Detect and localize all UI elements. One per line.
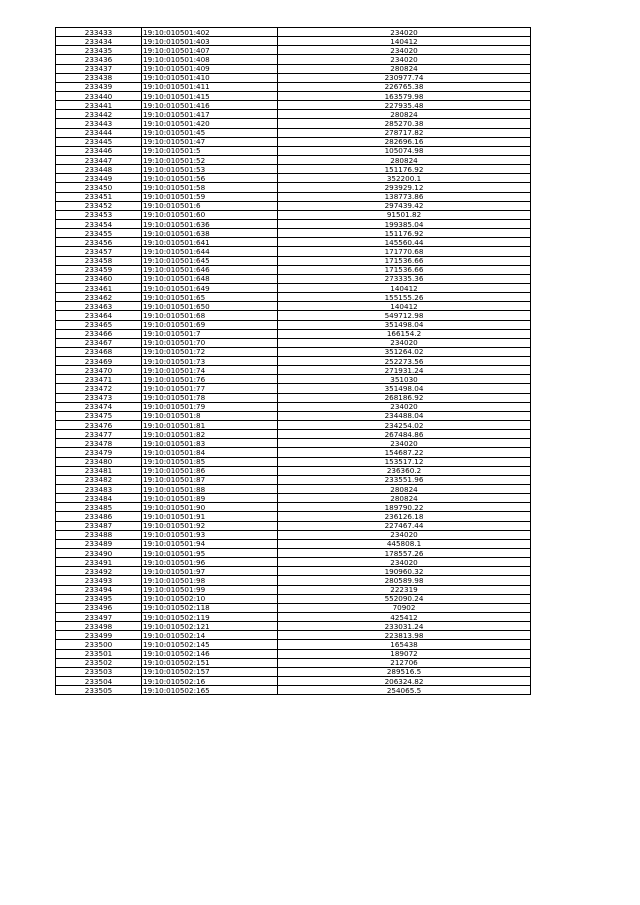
value-cell: 151176.92 xyxy=(278,165,531,174)
row-id-cell: 233446 xyxy=(56,146,142,155)
row-id-cell: 233496 xyxy=(56,603,142,612)
table-row xyxy=(56,302,531,311)
row-id-cell: 233441 xyxy=(56,101,142,110)
table-row xyxy=(56,247,531,256)
cadastral-number-cell: 19:10:010501:408 xyxy=(142,55,278,64)
table-row xyxy=(56,274,531,283)
cadastral-number-cell: 19:10:010501:93 xyxy=(142,530,278,539)
row-id-cell: 233493 xyxy=(56,576,142,585)
table-row xyxy=(56,357,531,366)
table-row xyxy=(56,475,531,484)
value-cell: 289516.5 xyxy=(278,667,531,676)
cadastral-number-cell: 19:10:010501:90 xyxy=(142,503,278,512)
table-row xyxy=(56,549,531,558)
table-row xyxy=(56,219,531,228)
cadastral-number-cell: 19:10:010501:415 xyxy=(142,91,278,100)
value-cell: 234020 xyxy=(278,55,531,64)
cadastral-number-cell: 19:10:010501:58 xyxy=(142,183,278,192)
row-id-cell: 233444 xyxy=(56,128,142,137)
row-id-cell: 233477 xyxy=(56,430,142,439)
table-row xyxy=(56,174,531,183)
table-row xyxy=(56,384,531,393)
row-id-cell: 233483 xyxy=(56,485,142,494)
table-row xyxy=(56,28,531,37)
table-row xyxy=(56,46,531,55)
cadastral-number-cell: 19:10:010501:638 xyxy=(142,229,278,238)
row-id-cell: 233460 xyxy=(56,274,142,283)
cadastral-number-cell: 19:10:010501:78 xyxy=(142,393,278,402)
table-row xyxy=(56,512,531,521)
value-cell: 234020 xyxy=(278,439,531,448)
value-cell: 351264.02 xyxy=(278,347,531,356)
cadastral-number-cell: 19:10:010502:151 xyxy=(142,658,278,667)
cadastral-number-cell: 19:10:010501:649 xyxy=(142,283,278,292)
row-id-cell: 233498 xyxy=(56,622,142,631)
table-row xyxy=(56,256,531,265)
row-id-cell: 233492 xyxy=(56,567,142,576)
cadastral-number-cell: 19:10:010501:650 xyxy=(142,302,278,311)
table-row xyxy=(56,631,531,640)
row-id-cell: 233439 xyxy=(56,82,142,91)
cadastral-number-cell: 19:10:010501:81 xyxy=(142,421,278,430)
data-table-body xyxy=(56,28,531,695)
value-cell: 280824 xyxy=(278,485,531,494)
table-row xyxy=(56,73,531,82)
table-row xyxy=(56,265,531,274)
value-cell: 234020 xyxy=(278,28,531,37)
value-cell: 234488.04 xyxy=(278,411,531,420)
table-row xyxy=(56,594,531,603)
row-id-cell: 233499 xyxy=(56,631,142,640)
table-row xyxy=(56,64,531,73)
value-cell: 351498.04 xyxy=(278,320,531,329)
table-row xyxy=(56,375,531,384)
cadastral-number-cell: 19:10:010502:145 xyxy=(142,640,278,649)
row-id-cell: 233447 xyxy=(56,155,142,164)
value-cell: 171536.66 xyxy=(278,265,531,274)
row-id-cell: 233433 xyxy=(56,28,142,37)
data-table xyxy=(55,27,531,695)
table-row xyxy=(56,55,531,64)
cadastral-number-cell: 19:10:010501:407 xyxy=(142,46,278,55)
row-id-cell: 233470 xyxy=(56,366,142,375)
cadastral-number-cell: 19:10:010501:83 xyxy=(142,439,278,448)
table-row xyxy=(56,576,531,585)
value-cell: 199385.04 xyxy=(278,219,531,228)
value-cell: 252273.56 xyxy=(278,357,531,366)
value-cell: 171536.66 xyxy=(278,256,531,265)
row-id-cell: 233442 xyxy=(56,110,142,119)
cadastral-number-cell: 19:10:010501:417 xyxy=(142,110,278,119)
cadastral-number-cell: 19:10:010502:146 xyxy=(142,649,278,658)
value-cell: 352200.1 xyxy=(278,174,531,183)
row-id-cell: 233471 xyxy=(56,375,142,384)
row-id-cell: 233475 xyxy=(56,411,142,420)
cadastral-number-cell: 19:10:010501:77 xyxy=(142,384,278,393)
cadastral-number-cell: 19:10:010501:91 xyxy=(142,512,278,521)
row-id-cell: 233500 xyxy=(56,640,142,649)
cadastral-number-cell: 19:10:010501:59 xyxy=(142,192,278,201)
row-id-cell: 233480 xyxy=(56,457,142,466)
row-id-cell: 233449 xyxy=(56,174,142,183)
value-cell: 153517.12 xyxy=(278,457,531,466)
row-id-cell: 233451 xyxy=(56,192,142,201)
row-id-cell: 233445 xyxy=(56,137,142,146)
value-cell: 222319 xyxy=(278,585,531,594)
row-id-cell: 233456 xyxy=(56,238,142,247)
value-cell: 280589.98 xyxy=(278,576,531,585)
cadastral-number-cell: 19:10:010501:6 xyxy=(142,201,278,210)
cadastral-number-cell: 19:10:010501:403 xyxy=(142,37,278,46)
value-cell: 425412 xyxy=(278,613,531,622)
row-id-cell: 233504 xyxy=(56,676,142,685)
row-id-cell: 233472 xyxy=(56,384,142,393)
cadastral-number-cell: 19:10:010501:636 xyxy=(142,219,278,228)
row-id-cell: 233468 xyxy=(56,347,142,356)
value-cell: 273335.36 xyxy=(278,274,531,283)
table-row xyxy=(56,667,531,676)
row-id-cell: 233438 xyxy=(56,73,142,82)
value-cell: 212706 xyxy=(278,658,531,667)
value-cell: 234020 xyxy=(278,402,531,411)
row-id-cell: 233495 xyxy=(56,594,142,603)
table-row xyxy=(56,686,531,695)
cadastral-number-cell: 19:10:010502:10 xyxy=(142,594,278,603)
cadastral-number-cell: 19:10:010501:648 xyxy=(142,274,278,283)
cadastral-number-cell: 19:10:010502:157 xyxy=(142,667,278,676)
table-row xyxy=(56,293,531,302)
cadastral-number-cell: 19:10:010502:16 xyxy=(142,676,278,685)
value-cell: 234020 xyxy=(278,338,531,347)
row-id-cell: 233463 xyxy=(56,302,142,311)
row-id-cell: 233464 xyxy=(56,311,142,320)
value-cell: 271931.24 xyxy=(278,366,531,375)
value-cell: 549712.98 xyxy=(278,311,531,320)
value-cell: 223813.98 xyxy=(278,631,531,640)
cadastral-number-cell: 19:10:010502:165 xyxy=(142,686,278,695)
cadastral-number-cell: 19:10:010501:82 xyxy=(142,430,278,439)
value-cell: 552090.24 xyxy=(278,594,531,603)
value-cell: 297439.42 xyxy=(278,201,531,210)
row-id-cell: 233437 xyxy=(56,64,142,73)
value-cell: 236126.18 xyxy=(278,512,531,521)
value-cell: 282696.16 xyxy=(278,137,531,146)
cadastral-number-cell: 19:10:010501:646 xyxy=(142,265,278,274)
row-id-cell: 233452 xyxy=(56,201,142,210)
value-cell: 351498.04 xyxy=(278,384,531,393)
value-cell: 91501.82 xyxy=(278,210,531,219)
value-cell: 140412 xyxy=(278,283,531,292)
cadastral-number-cell: 19:10:010501:97 xyxy=(142,567,278,576)
row-id-cell: 233435 xyxy=(56,46,142,55)
table-row xyxy=(56,91,531,100)
table-row xyxy=(56,366,531,375)
row-id-cell: 233450 xyxy=(56,183,142,192)
value-cell: 280824 xyxy=(278,64,531,73)
table-row xyxy=(56,192,531,201)
cadastral-number-cell: 19:10:010501:416 xyxy=(142,101,278,110)
value-cell: 155155.26 xyxy=(278,293,531,302)
cadastral-number-cell: 19:10:010501:85 xyxy=(142,457,278,466)
table-row xyxy=(56,238,531,247)
cadastral-number-cell: 19:10:010501:65 xyxy=(142,293,278,302)
row-id-cell: 233434 xyxy=(56,37,142,46)
value-cell: 268186.92 xyxy=(278,393,531,402)
value-cell: 151176.92 xyxy=(278,229,531,238)
table-row xyxy=(56,128,531,137)
cadastral-number-cell: 19:10:010502:118 xyxy=(142,603,278,612)
table-row xyxy=(56,585,531,594)
table-row xyxy=(56,201,531,210)
row-id-cell: 233467 xyxy=(56,338,142,347)
table-row xyxy=(56,603,531,612)
row-id-cell: 233484 xyxy=(56,494,142,503)
value-cell: 140412 xyxy=(278,37,531,46)
row-id-cell: 233453 xyxy=(56,210,142,219)
table-row xyxy=(56,110,531,119)
table-row xyxy=(56,640,531,649)
value-cell: 171770.68 xyxy=(278,247,531,256)
value-cell: 293929.12 xyxy=(278,183,531,192)
value-cell: 267484.86 xyxy=(278,430,531,439)
table-row xyxy=(56,283,531,292)
row-id-cell: 233462 xyxy=(56,293,142,302)
value-cell: 280824 xyxy=(278,110,531,119)
cadastral-number-cell: 19:10:010501:7 xyxy=(142,329,278,338)
cadastral-number-cell: 19:10:010501:402 xyxy=(142,28,278,37)
value-cell: 163579.98 xyxy=(278,91,531,100)
table-row xyxy=(56,649,531,658)
table-row xyxy=(56,137,531,146)
table-row xyxy=(56,119,531,128)
value-cell: 233031.24 xyxy=(278,622,531,631)
table-row xyxy=(56,658,531,667)
row-id-cell: 233457 xyxy=(56,247,142,256)
value-cell: 190960.32 xyxy=(278,567,531,576)
table-row xyxy=(56,421,531,430)
table-row xyxy=(56,210,531,219)
table-row xyxy=(56,539,531,548)
row-id-cell: 233474 xyxy=(56,402,142,411)
cadastral-number-cell: 19:10:010501:8 xyxy=(142,411,278,420)
table-row xyxy=(56,567,531,576)
cadastral-number-cell: 19:10:010501:411 xyxy=(142,82,278,91)
value-cell: 351030 xyxy=(278,375,531,384)
cadastral-number-cell: 19:10:010501:89 xyxy=(142,494,278,503)
cadastral-number-cell: 19:10:010502:119 xyxy=(142,613,278,622)
cadastral-number-cell: 19:10:010501:74 xyxy=(142,366,278,375)
row-id-cell: 233454 xyxy=(56,219,142,228)
cadastral-number-cell: 19:10:010501:5 xyxy=(142,146,278,155)
value-cell: 234254.02 xyxy=(278,421,531,430)
row-id-cell: 233491 xyxy=(56,558,142,567)
table-row xyxy=(56,676,531,685)
row-id-cell: 233488 xyxy=(56,530,142,539)
cadastral-number-cell: 19:10:010501:45 xyxy=(142,128,278,137)
cadastral-number-cell: 19:10:010501:60 xyxy=(142,210,278,219)
value-cell: 280824 xyxy=(278,155,531,164)
row-id-cell: 233436 xyxy=(56,55,142,64)
row-id-cell: 233497 xyxy=(56,613,142,622)
table-row xyxy=(56,165,531,174)
table-row xyxy=(56,466,531,475)
table-row xyxy=(56,530,531,539)
cadastral-number-cell: 19:10:010501:79 xyxy=(142,402,278,411)
value-cell: 278717.82 xyxy=(278,128,531,137)
table-row xyxy=(56,82,531,91)
value-cell: 230977.74 xyxy=(278,73,531,82)
cadastral-number-cell: 19:10:010501:53 xyxy=(142,165,278,174)
value-cell: 234020 xyxy=(278,530,531,539)
cadastral-number-cell: 19:10:010501:644 xyxy=(142,247,278,256)
cadastral-number-cell: 19:10:010501:69 xyxy=(142,320,278,329)
cadastral-number-cell: 19:10:010501:84 xyxy=(142,448,278,457)
value-cell: 280824 xyxy=(278,494,531,503)
table-row xyxy=(56,37,531,46)
cadastral-number-cell: 19:10:010501:96 xyxy=(142,558,278,567)
table-row xyxy=(56,613,531,622)
value-cell: 234020 xyxy=(278,558,531,567)
cadastral-number-cell: 19:10:010501:56 xyxy=(142,174,278,183)
table-row xyxy=(56,402,531,411)
table-row xyxy=(56,146,531,155)
value-cell: 227467.44 xyxy=(278,521,531,530)
row-id-cell: 233485 xyxy=(56,503,142,512)
value-cell: 227935.48 xyxy=(278,101,531,110)
row-id-cell: 233479 xyxy=(56,448,142,457)
row-id-cell: 233466 xyxy=(56,329,142,338)
cadastral-number-cell: 19:10:010501:68 xyxy=(142,311,278,320)
cadastral-number-cell: 19:10:010501:92 xyxy=(142,521,278,530)
value-cell: 285270.38 xyxy=(278,119,531,128)
table-row xyxy=(56,338,531,347)
row-id-cell: 233469 xyxy=(56,357,142,366)
table-row xyxy=(56,411,531,420)
row-id-cell: 233487 xyxy=(56,521,142,530)
cadastral-number-cell: 19:10:010501:95 xyxy=(142,549,278,558)
row-id-cell: 233490 xyxy=(56,549,142,558)
cadastral-number-cell: 19:10:010501:52 xyxy=(142,155,278,164)
table-row xyxy=(56,622,531,631)
table-row xyxy=(56,229,531,238)
row-id-cell: 233505 xyxy=(56,686,142,695)
value-cell: 178557.26 xyxy=(278,549,531,558)
cadastral-number-cell: 19:10:010502:121 xyxy=(142,622,278,631)
row-id-cell: 233476 xyxy=(56,421,142,430)
value-cell: 206324.82 xyxy=(278,676,531,685)
cadastral-number-cell: 19:10:010502:14 xyxy=(142,631,278,640)
value-cell: 445808.1 xyxy=(278,539,531,548)
row-id-cell: 233459 xyxy=(56,265,142,274)
value-cell: 166154.2 xyxy=(278,329,531,338)
value-cell: 233551.96 xyxy=(278,475,531,484)
table-row xyxy=(56,101,531,110)
row-id-cell: 233494 xyxy=(56,585,142,594)
value-cell: 145560.44 xyxy=(278,238,531,247)
value-cell: 189072 xyxy=(278,649,531,658)
row-id-cell: 233502 xyxy=(56,658,142,667)
value-cell: 234020 xyxy=(278,46,531,55)
row-id-cell: 233440 xyxy=(56,91,142,100)
table-row xyxy=(56,347,531,356)
table-row xyxy=(56,558,531,567)
row-id-cell: 233501 xyxy=(56,649,142,658)
cadastral-number-cell: 19:10:010501:76 xyxy=(142,375,278,384)
value-cell: 165438 xyxy=(278,640,531,649)
value-cell: 236360.2 xyxy=(278,466,531,475)
row-id-cell: 233503 xyxy=(56,667,142,676)
cadastral-number-cell: 19:10:010501:47 xyxy=(142,137,278,146)
row-id-cell: 233443 xyxy=(56,119,142,128)
value-cell: 254065.5 xyxy=(278,686,531,695)
table-row xyxy=(56,183,531,192)
row-id-cell: 233455 xyxy=(56,229,142,238)
cadastral-number-cell: 19:10:010501:99 xyxy=(142,585,278,594)
cadastral-number-cell: 19:10:010501:73 xyxy=(142,357,278,366)
table-row xyxy=(56,503,531,512)
value-cell: 189790.22 xyxy=(278,503,531,512)
cadastral-number-cell: 19:10:010501:420 xyxy=(142,119,278,128)
value-cell: 154687.22 xyxy=(278,448,531,457)
value-cell: 226765.38 xyxy=(278,82,531,91)
row-id-cell: 233481 xyxy=(56,466,142,475)
table-row xyxy=(56,494,531,503)
table-row xyxy=(56,430,531,439)
table-row xyxy=(56,521,531,530)
cadastral-number-cell: 19:10:010501:70 xyxy=(142,338,278,347)
row-id-cell: 233478 xyxy=(56,439,142,448)
table-row xyxy=(56,155,531,164)
value-cell: 70902 xyxy=(278,603,531,612)
cadastral-number-cell: 19:10:010501:94 xyxy=(142,539,278,548)
value-cell: 140412 xyxy=(278,302,531,311)
value-cell: 105074.98 xyxy=(278,146,531,155)
table-row xyxy=(56,485,531,494)
row-id-cell: 233448 xyxy=(56,165,142,174)
row-id-cell: 233473 xyxy=(56,393,142,402)
cadastral-number-cell: 19:10:010501:88 xyxy=(142,485,278,494)
cadastral-number-cell: 19:10:010501:98 xyxy=(142,576,278,585)
row-id-cell: 233486 xyxy=(56,512,142,521)
table-row xyxy=(56,320,531,329)
cadastral-number-cell: 19:10:010501:645 xyxy=(142,256,278,265)
cadastral-number-cell: 19:10:010501:86 xyxy=(142,466,278,475)
table-row xyxy=(56,439,531,448)
table-row xyxy=(56,457,531,466)
table-row xyxy=(56,329,531,338)
row-id-cell: 233461 xyxy=(56,283,142,292)
table-row xyxy=(56,311,531,320)
table-row xyxy=(56,393,531,402)
row-id-cell: 233482 xyxy=(56,475,142,484)
cadastral-number-cell: 19:10:010501:72 xyxy=(142,347,278,356)
cadastral-number-cell: 19:10:010501:641 xyxy=(142,238,278,247)
cadastral-number-cell: 19:10:010501:409 xyxy=(142,64,278,73)
row-id-cell: 233458 xyxy=(56,256,142,265)
value-cell: 138773.86 xyxy=(278,192,531,201)
cadastral-number-cell: 19:10:010501:410 xyxy=(142,73,278,82)
cadastral-number-cell: 19:10:010501:87 xyxy=(142,475,278,484)
row-id-cell: 233465 xyxy=(56,320,142,329)
table-row xyxy=(56,448,531,457)
row-id-cell: 233489 xyxy=(56,539,142,548)
